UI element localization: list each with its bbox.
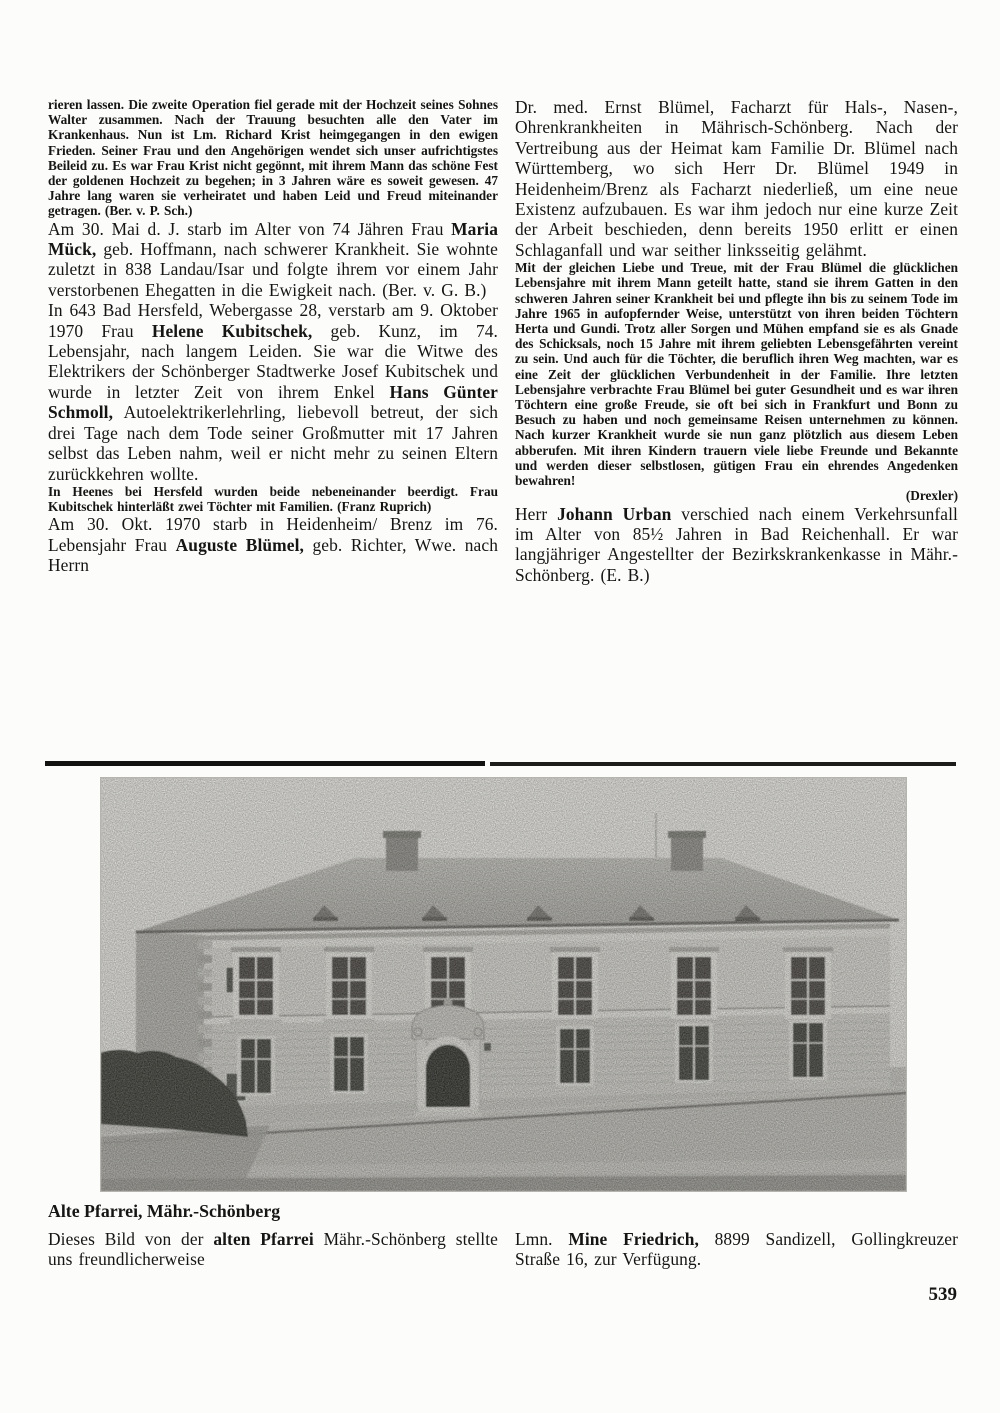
text-run: Hans Günter Schmoll, — [48, 381, 498, 423]
photo-caption-heading: Alte Pfarrei, Mähr.-Schönberg — [48, 1201, 281, 1221]
text-run: Herr — [515, 503, 558, 524]
text-run: (Drexler) — [905, 488, 958, 504]
divider-rule-left — [45, 761, 485, 766]
paragraph — [515, 504, 958, 586]
text-run: In Heenes bei Hersfeld wurden beide nebeneinander beerdigt. Frau Kubitschek hinterläßt zwei Töchter mit Familien. (Franz Ruprich) — [48, 483, 498, 515]
photo-alte-pfarrei — [100, 777, 907, 1192]
text-run: Am 30. Okt. 1970 starb in Heidenheim/ Brenz im 76. Lebensjahr Frau — [48, 514, 498, 555]
divider-rule-right — [490, 762, 956, 766]
text-run: Mit der gleichen Liebe und Treue, mit der Frau Blümel die glücklichen Lebensjahre mit ihrem Mann geteilt hatte, stand sie ihrem Gatten in den schweren Jahren seiner Krankheit bei und pflegte ihn bis zu seinem Tode im Jahre 1965 in aufopfernder Weise, unterstützt von ihren beiden Töchtern Herta und Gundi. Trotz aller Sorgen und Mühen empfand sie es als Gnade des Schicksals, noch 15 Jahre mit ihrem geliebten Lebensgefährten vereint zu sein. Und auch für die Töchter, die beruflich ihren Weg machten, war es eine Zeit der glücklichen Verbundenheit in der Familie. Ihre letzten Lebensjahre verbrachte Frau Blümel bei guter Gesundheit und es war ihren Töchtern eine große Freude, sie oft bei sich in Frankfurt und Bonn zu Besuch zu haben und noch gemeinsame Reisen unternehmen zu können. Nach kurzer Krankheit wurde sie nun ganz plötzlich aus diesem Leben abberufen. Mit ihren Kindern trauern viele liebe Freunde und Bekannte und werden dieser selbstlosen, gütigen Frau ein ehrendes Angedenken bewahren! — [515, 260, 958, 489]
text-run: Mähr.-Schönberg stellte uns freundlicherweise — [48, 1229, 498, 1270]
caption-left-column — [48, 1229, 498, 1270]
text-run: Dieses Bild von der — [48, 1229, 214, 1249]
page-number: 539 — [928, 1284, 957, 1305]
paragraph — [48, 484, 498, 514]
text-run: geb. Hoffmann, nach schwerer Krankheit. Sie wohnte zuletzt in 838 Landau/Isar und folgte ihrem vor einem Jahr verstorbenen Ehegatten in die Ewigkeit nach. (Ber. v. G. B.) — [48, 239, 498, 300]
right-text-column — [515, 97, 958, 585]
text-run: geb. Kunz, im 74. Lebensjahr, nach langem Leiden. Sie war die Witwe des Elektrikers der Schönberger Stadtwerke Josef Kubitschek und wurde in letzter Zeit von ihrem Enkel — [48, 320, 498, 402]
text-run: Am 30. Mai d. J. starb im Alter von 74 Jähren Frau — [48, 218, 452, 239]
paragraph — [515, 488, 958, 503]
left-text-column — [48, 97, 498, 576]
text-run: alten Pfarrei — [213, 1229, 314, 1249]
text-run: rieren lassen. Die zweite Operation fiel gerade mit der Hochzeit seines Sohnes Walter zusammen. Nach der Trauung besuchten alle den Vater im Krankenhaus. Nun ist Lm. Richard Krist heimgegangen in den ewigen Frieden. Seiner Frau und den Angehörigen wendet sich unser aufrichtigstes Beileid zu. Es war Frau Krist nicht gegönnt, mit ihrem Mann das schöne Fest der goldenen Hochzeit zu begehen; in 3 Jahren wäre es soweit gewesen. 47 Jahre lang waren sie verheiratet und haben Leid und Freud miteinander getragen. (Ber. v. P. Sch.) — [48, 97, 498, 219]
photo-grain-light — [100, 777, 907, 1192]
text-run: Lmn. — [515, 1229, 569, 1249]
paragraph — [515, 1229, 958, 1270]
paragraph — [515, 260, 958, 488]
text-run: geb. Richter, Wwe. nach Herrn — [48, 534, 498, 576]
text-run: Autoelektrikerlehrling, liebevoll betreut, der sich drei Tage nach dem Tode seiner Großmutter mit 17 Jahren selbst das Leben nahm, weil er nicht mehr zu seinen Eltern zurückkehren wollte. — [48, 402, 498, 484]
text-run: verschied nach einem Verkehrsunfall im Alter von 85½ Jahren in Bad Reichenhall. Er war langjähriger Angestellter der Bezirkskrankenkasse in Mähr.-Schönberg. (E. B.) — [515, 503, 958, 585]
text-run: Maria Mück, — [48, 218, 498, 260]
text-run: Johann Urban — [557, 503, 672, 524]
text-run: Mine Friedrich, — [568, 1229, 699, 1249]
paragraph — [48, 219, 498, 301]
paragraph — [48, 300, 498, 484]
text-run: Helene Kubitschek, — [151, 320, 313, 341]
text-run: 8899 Sandizell, Gollingkreuzer Straße 16, zur Verfügung. — [515, 1229, 958, 1270]
paragraph — [48, 1229, 498, 1270]
paragraph — [515, 97, 958, 260]
text-run: Dr. med. Ernst Blümel, Facharzt für Hals-, Nasen-, Ohrenkrankheiten in Mährisch-Schönberg. Nach der Vertreibung aus der Heimat kam Familie Dr. Blümel nach Württemberg, wo sich Herr Dr. Blümel 1949 in Heidenheim/Brenz als Facharzt niederließ, um eine neue Existenz aufzubauen. Es war ihm jedoch nur eine kurze Zeit der Arbeit beschieden, denn bereits 1950 erlitt er einen Schlaganfall und war seither linksseitig gelähmt. — [515, 97, 958, 260]
text-run: Auguste Blümel, — [175, 534, 304, 555]
text-run: In 643 Bad Hersfeld, Webergasse 28, verstarb am 9. Oktober 1970 Frau — [48, 300, 498, 341]
caption-right-column — [515, 1229, 958, 1270]
paragraph — [48, 514, 498, 575]
paragraph — [48, 97, 498, 219]
